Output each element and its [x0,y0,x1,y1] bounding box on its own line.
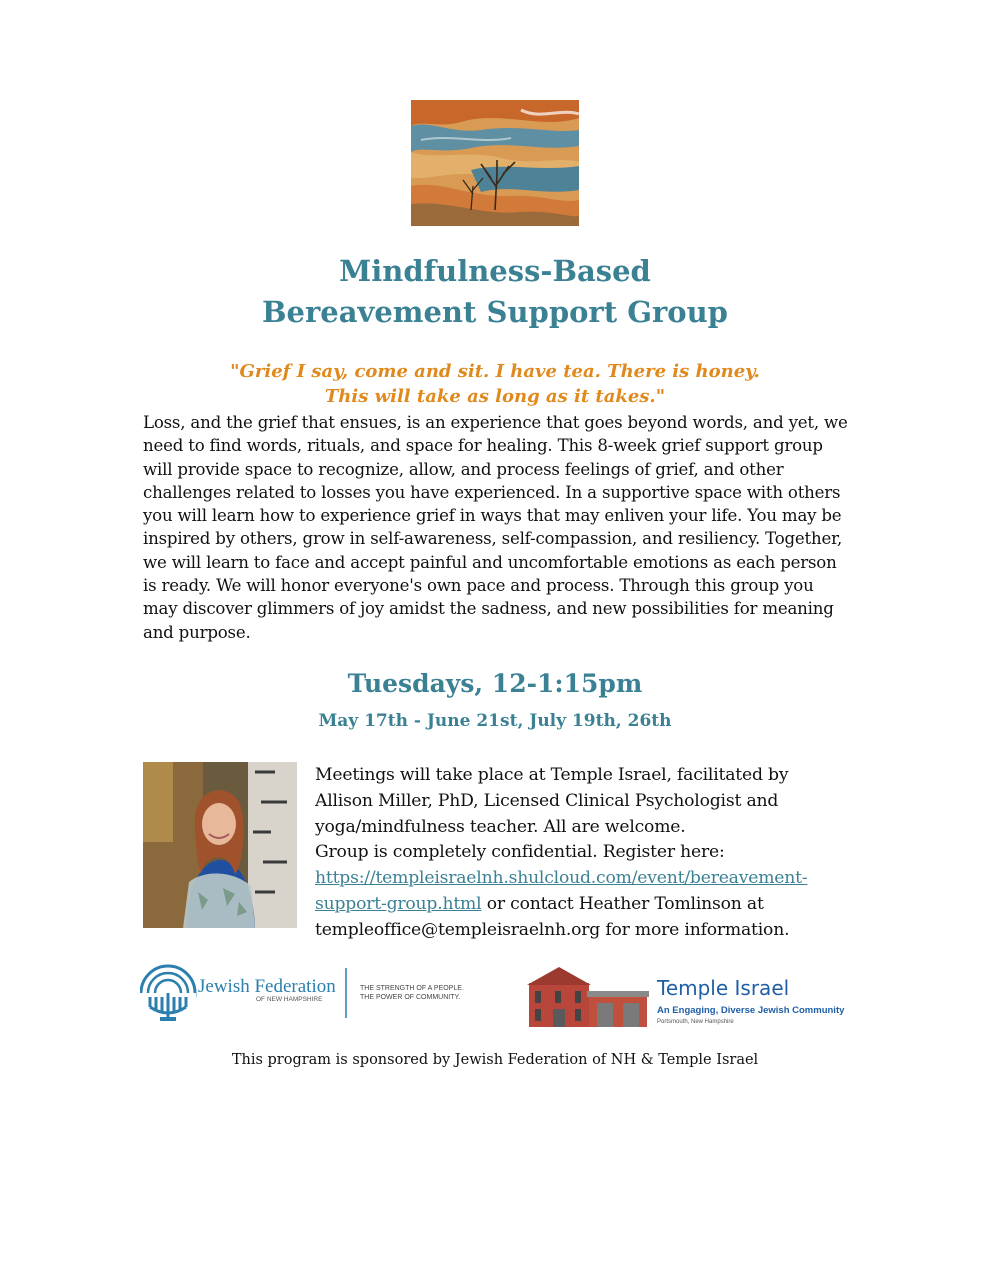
temple-building-icon [527,967,649,1027]
facilitator-photo [143,762,297,928]
schedule-dates: May 17th - June 21st, July 19th, 26th [318,711,672,731]
sponsor-note: This program is sponsored by Jewish Federation of NH & Temple Israel [231,1052,759,1068]
quote-line1: "Grief I say, come and sit. I have tea. There is honey. [230,361,760,382]
register-link-part2[interactable]: support-group.html [315,893,482,914]
landscape-painting-image [411,100,579,226]
menorah-icon [140,966,196,1023]
contact-text: or contact Heather Tomlinson at [481,893,764,914]
ti-tagline: An Engaging, Diverse Jewish Community [657,1005,845,1016]
jf-tagline-1: THE STRENGTH OF A PEOPLE. [360,985,464,992]
page-title-line1: Mindfulness-Based [339,254,651,288]
meeting-info [315,763,915,944]
meeting-line-3: yoga/mindfulness teacher. All are welcome. [315,816,686,837]
ti-location: Portsmouth, New Hampshire [657,1019,734,1025]
meeting-line-2: Allison Miller, PhD, Licensed Clinical Psychologist and [315,790,779,811]
jf-name: Jewish Federation [198,976,336,997]
temple-israel-logo [527,965,847,1029]
quote-line2: This will take as long as it takes." [324,386,666,407]
meeting-line-last: templeoffice@templeisraelnh.org for more information. [315,919,790,940]
meeting-line-1: Meetings will take place at Temple Israel, facilitated by [315,765,789,785]
description-paragraph: Loss, and the grief that ensues, is an experience that goes beyond words, and yet, we need to find words, rituals, and space for healing. This 8-week grief support group will provide space to recognize, allow, and process feelings of grief, and other challenges related to losses you have experienced. In a supportive space with others you will learn how to experience grief in ways that may enliven your life. You may be inspired by others, grow in self-awareness, self-compassion, and resiliency. Together, we will learn to face and accept painful and uncomfortable emotions as each person is ready. We will honor everyone's own pace and process. Through this group you may discover glimmers of joy amidst the sadness, and new possibilities for meaning and purpose. [143,413,848,642]
page-title-line2: Bereavement Support Group [262,295,728,329]
jewish-federation-logo [140,963,480,1023]
jf-tagline-2: THE POWER OF COMMUNITY. [360,994,461,1001]
meeting-line-4: Group is completely confidential. Register here: [315,842,725,863]
register-link-part1[interactable]: https://templeisraelnh.shulcloud.com/event/bereavement- [315,868,808,889]
schedule-time: Tuesdays, 12-1:15pm [347,669,643,698]
jf-sub: OF NEW HAMPSHIRE [256,996,323,1003]
ti-name: Temple Israel [657,976,790,1000]
